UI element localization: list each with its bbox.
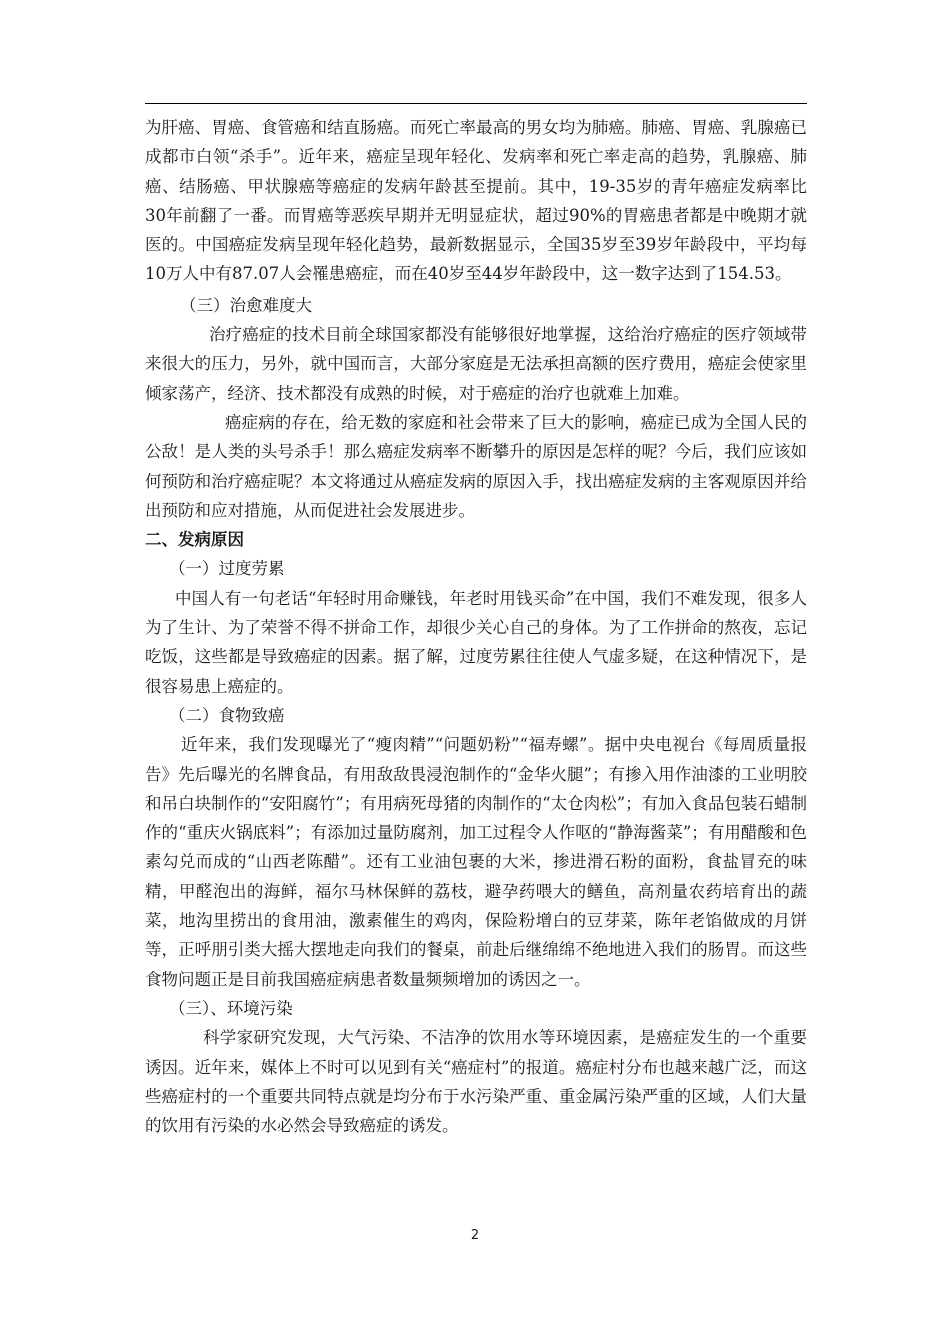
- paragraph-food: 近年来，我们发现曝光了“瘦肉精”“问题奶粉”“福寿螺”。据中央电视台《每周质量报告》先后曝光的名牌食品，有用敌敌畏浸泡制作的“金华火腿”；有掺入用作油漆的工业明胶和吊白块制作的“安阳腐竹”；有用病死母猪的肉制作的“太仓肉松”；有加入食品包装石蜡制作的“重庆火锅底料”；有添加过量防腐剂，加工过程令人作呕的“静海酱菜”；有用醋酸和色素勾兑而成的“山西老陈醋”。还有工业油包裹的大米，掺进滑石粉的面粉，食盐冒充的味精，甲醛泡出的海鲜，福尔马林保鲜的荔枝，避孕药喂大的鳝鱼，高剂量农药培育出的蔬菜，地沟里捞出的食用油，激素催生的鸡肉，保险粉增白的豆芽菜，陈年老馅做成的月饼等，正呼朋引类大摇大摆地走向我们的餐桌，前赴后继绵绵不绝地进入我们的肠胃。而这些食物问题正是目前我国癌症病患者数量频频增加的诱因之一。: [145, 735, 807, 989]
- paragraph-overwork: 中国人有一句老话“年轻时用命赚钱，年老时用钱买命”在中国，我们不难发现，很多人为了生计、为了荣誉不得不拼命工作，却很少关心自己的身体。为了工作拼命的熬夜，忘记吃饭，这些都是导致癌症的因素。据了解，过度劳累往往使人气虚多疑，在这种情况下，是很容易患上癌症的。: [145, 588, 807, 696]
- section-heading-causes: 二、发病原因: [145, 530, 244, 550]
- paragraph-social-impact: 癌症病的存在，给无数的家庭和社会带来了巨大的影响，癌症已成为全国人民的公敌！是人类的头号杀手！那么癌症发病率不断攀升的原因是怎样的呢？今后，我们应该如何预防和治疗癌症呢？本文将通过从癌症发病的原因入手，找出癌症发病的主客观原因并给出预防和应对措施，从而促进社会发展进步。: [145, 412, 807, 520]
- subheading-treatment-difficulty: （三）治愈难度大: [180, 295, 312, 315]
- paragraph-environment: 科学家研究发现，大气污染、不洁净的饮用水等环境因素，是癌症发生的一个重要诱因。近年来，媒体上不时可以见到有关“癌症村”的报道。癌症村分布也越来越广泛，而这些癌症村的一个重要共同特点就是均分布于水污染严重、重金属污染严重的区域，人们大量的饮用有污染的水必然会导致癌症的诱发。: [145, 1028, 807, 1136]
- subheading-food: （二）食物致癌: [169, 705, 285, 725]
- paragraph-cancer-statistics: 为肝癌、胃癌、食管癌和结直肠癌。而死亡率最高的男女均为肺癌。肺癌、胃癌、乳腺癌已成都市白领“杀手”。近年来，癌症呈现年轻化、发病率和死亡率走高的趋势，乳腺癌、肺癌、结肠癌、甲状腺癌等癌症的发病年龄甚至提前。其中，19-35岁的青年癌症发病率比30年前翻了一番。而胃癌等恶疾早期并无明显症状，超过90%的胃癌患者都是中晚期才就医的。中国癌症发病呈现年轻化趋势，最新数据显示，全国35岁至39岁年龄段中，平均每10万人中有87.07人会罹患癌症，而在40岁至44岁年龄段中，这一数字达到了154.53。: [145, 118, 807, 284]
- header-rule: [145, 103, 807, 104]
- body-text: [145, 113, 807, 1140]
- page-number: 2: [470, 1228, 480, 1243]
- paragraph-treatment: 治疗癌症的技术目前全球国家都没有能够很好地掌握，这给治疗癌症的医疗领域带来很大的压力，另外，就中国而言，大部分家庭是无法承担高额的医疗费用，癌症会使家里倾家荡产，经济、技术都没有成熟的时候，对于癌症的治疗也就难上加难。: [145, 325, 807, 403]
- subheading-environment: （三）、环境污染: [169, 998, 293, 1018]
- subheading-overwork: （一）过度劳累: [169, 559, 285, 579]
